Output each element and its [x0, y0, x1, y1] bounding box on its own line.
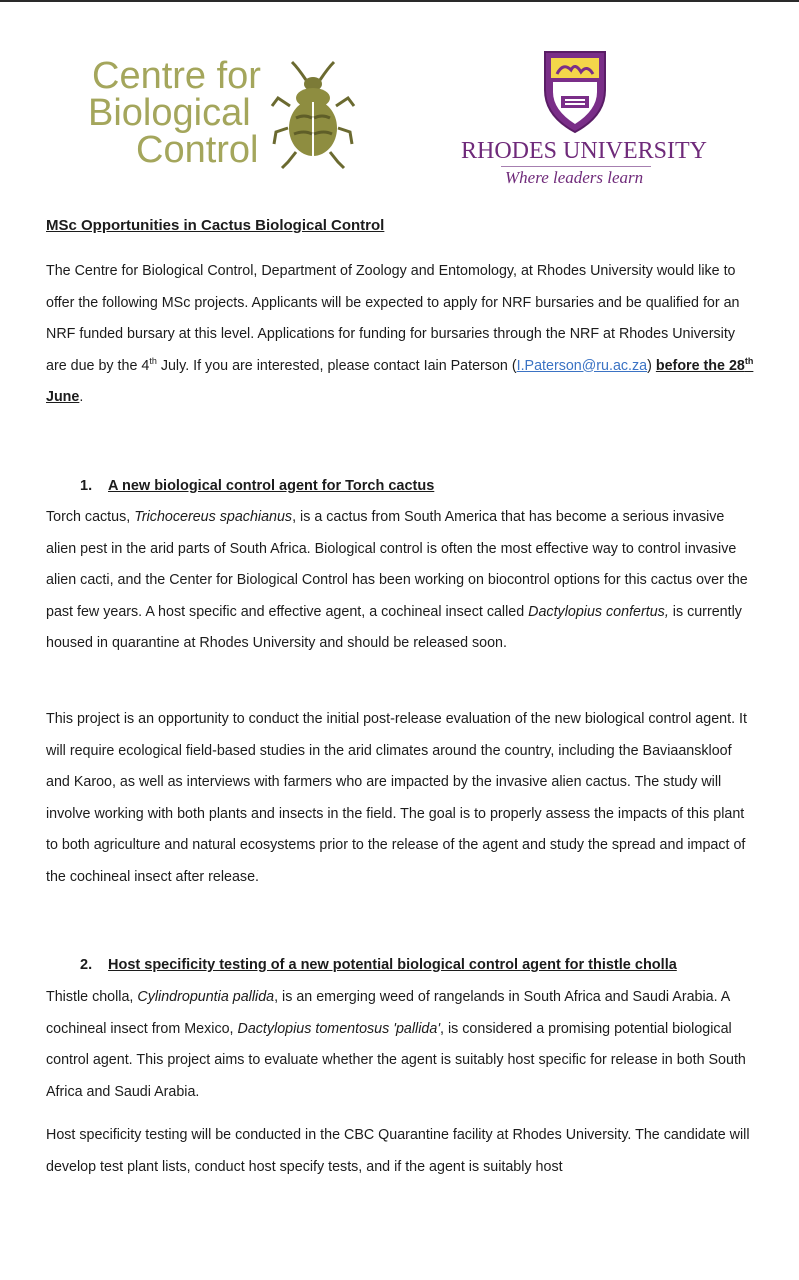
- contact-email-link[interactable]: I.Paterson@ru.ac.za: [516, 357, 648, 374]
- cbc-logo-line3: Control: [136, 129, 259, 171]
- intro-sup-1: th: [149, 355, 157, 366]
- s1p1-a: Torch cactus,: [46, 509, 135, 525]
- s2p1-agent: Dactylopius tomentosus 'pallida': [237, 1020, 441, 1037]
- section-2-heading: [80, 957, 780, 973]
- section-2-paragraph-1: [46, 982, 756, 1108]
- rhodes-logo-motto: Where leaders learn: [505, 168, 644, 187]
- section-1-paragraph-1: [46, 502, 756, 660]
- s2p1-species: Cylindropuntia pallida: [137, 989, 275, 1005]
- s1p1-e: is currently housed in quarantine at Rhodes University and should be released soon.: [46, 603, 742, 651]
- rhodes-logo-divider: [501, 166, 651, 167]
- section-1-heading: [80, 478, 780, 494]
- section-1-number: 1.: [80, 478, 93, 494]
- deadline-post: June: [46, 389, 80, 405]
- s2p1-c: , is an emerging weed of rangelands in South Africa and Saudi Arabia. A cochineal insect from Mexico,: [46, 989, 730, 1037]
- intro-end: .: [79, 389, 84, 405]
- section-1-title: A new biological control agent for Torch cactus: [108, 478, 435, 494]
- top-border: [0, 0, 799, 2]
- intro-paragraph: [46, 256, 756, 414]
- cbc-logo-text: [88, 55, 261, 171]
- s1p1-c: , is a cactus from South America that has become a serious invasive alien pest in the arid parts of South Africa. Biological control is often the most effective way to control invasive alien cacti, and the Center for Biological Control has been working on biocontrol options for this cactus over the past few years. A host specific and effective agent, a cochineal insect called: [46, 509, 748, 620]
- intro-text-3: ): [647, 357, 656, 374]
- intro-text-2: July. If you are interested, please contact Iain Paterson (: [156, 357, 517, 374]
- s2p1-e: , is considered a promising potential biological control agent. This project aims to evaluate whether the agent is suitably host specific for release in both South Africa and Saudi Arabia.: [46, 1020, 746, 1100]
- university-shield-icon: [543, 50, 607, 134]
- section-1-paragraph-2: This project is an opportunity to conduct the initial post-release evaluation of the new biological control agent. It will require ecological field-based studies in the arid climates around the country, including the Baviaanskloof and Karoo, as well as interviews with farmers who are impacted by the invasive alien cactus. The study will involve working with both plants and insects in the field. The goal is to properly assess the impacts of this plant to both agriculture and natural ecosystems prior to the release of the agent and study the spread and impact of the cochineal insect after release.: [46, 711, 747, 885]
- intro-text-1: The Centre for Biological Control, Department of Zoology and Entomology, at Rhodes University would like to offer the following MSc projects. Applicants will be expected to apply for NRF bursaries and be qualified for an NRF funded bursary at this level. Applications for funding for bursaries through the NRF at Rhodes University are due by the 4: [46, 263, 740, 374]
- document-title: MSc Opportunities in Cactus Biological Control: [46, 217, 385, 234]
- beetle-icon: [268, 58, 358, 173]
- s2p1-a: Thistle cholla,: [46, 989, 138, 1005]
- section-2-title: Host specificity testing of a new potential biological control agent for thistle cholla: [108, 957, 677, 973]
- section-2-number: 2.: [80, 957, 93, 973]
- s1p1-agent: Dactylopius confertus,: [528, 603, 669, 620]
- rhodes-logo-name: RHODES UNIVERSITY: [461, 138, 707, 164]
- rhodes-university-logo: [455, 50, 707, 195]
- deadline-sup: th: [744, 355, 754, 366]
- section-2-paragraph-2: Host specificity testing will be conducted in the CBC Quarantine facility at Rhodes University. The candidate will develop test plant lists, conduct host specify tests, and if the agent is suitably host: [46, 1127, 750, 1175]
- deadline-pre: before the 28: [655, 357, 745, 374]
- cbc-logo-line1: Centre for: [92, 55, 261, 97]
- s1p1-species: Trichocereus spachianus: [134, 509, 293, 525]
- cbc-logo-line2: Biological: [88, 92, 251, 134]
- cbc-logo: [88, 55, 368, 188]
